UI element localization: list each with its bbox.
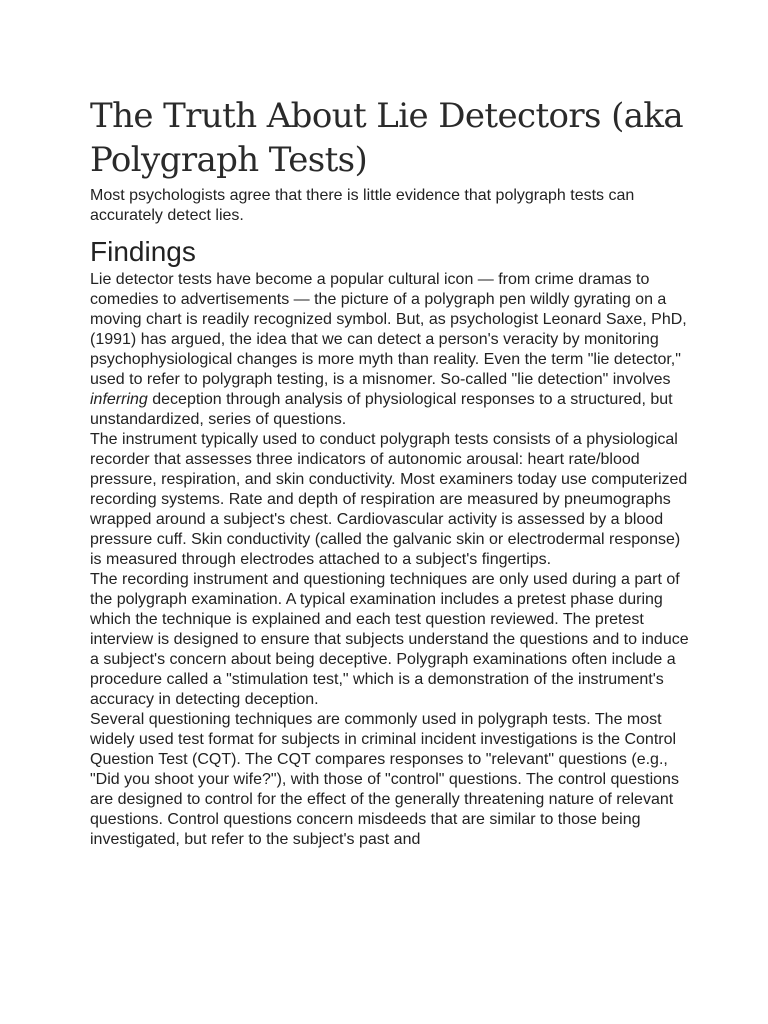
paragraph-4: Several questioning techniques are commonly used in polygraph tests. The most widely used test format for subjects in criminal incident investigations is the Control Question Test (CQT). The CQT compares responses to "relevant" questions (e.g., "Did you shoot your wife?"), with those of "control" questions. The control questions are designed to control for the effect of the generally threatening nature of relevant questions. Control questions concern misdeeds that are similar to those being investigated, but refer to the subject's past and <box>90 711 679 848</box>
paragraph-3: The recording instrument and questioning techniques are only used during a part of the polygraph examination. A typical examination includes a pretest phase during which the technique is explained and each test question reviewed. The pretest interview is designed to ensure that subjects understand the questions and to induce a subject's concern about being deceptive. Polygraph examinations often include a procedure called a "stimulation test," which is a demonstration of the instrument's accuracy in detecting deception. <box>90 571 689 708</box>
paragraph-2: The instrument typically used to conduct polygraph tests consists of a physiological recorder that assesses three indicators of autonomic arousal: heart rate/blood pressure, respiration, and skin conductivity. Most examiners today use computerized recording systems. Rate and depth of respiration are measured by pneumographs wrapped around a subject's chest. Cardiovascular activity is assessed by a blood pressure cuff. Skin conductivity (called the galvanic skin or electrodermal response) is measured through electrodes attached to a subject's fingertips. <box>90 431 688 568</box>
document-page <box>90 94 690 850</box>
paragraph-1 <box>90 270 690 430</box>
paragraph-1-text-before: Lie detector tests have become a popular cultural icon — from crime dramas to comedies to advertisements — the picture of a polygraph pen wildly gyrating on a moving chart is readily recognized symbol. But, as psychologist Leonard Saxe, PhD, (1991) has argued, the idea that we can detect a person's veracity by monitoring psychophysiological changes is more myth than reality. Even the term "lie detector," used to refer to polygraph testing, is a misnomer. So-called "lie detection" involves <box>90 271 687 388</box>
paragraph-1-text-after: deception through analysis of physiological responses to a structured, but unstandardized, series of questions. <box>90 391 673 428</box>
paragraph-1-emphasis: inferring <box>90 391 148 408</box>
document-title: The Truth About Lie Detectors (aka Polygraph Tests) <box>90 96 684 180</box>
section-heading-findings: Findings <box>90 236 196 267</box>
document-subtitle: Most psychologists agree that there is little evidence that polygraph tests can accurately detect lies. <box>90 187 635 224</box>
